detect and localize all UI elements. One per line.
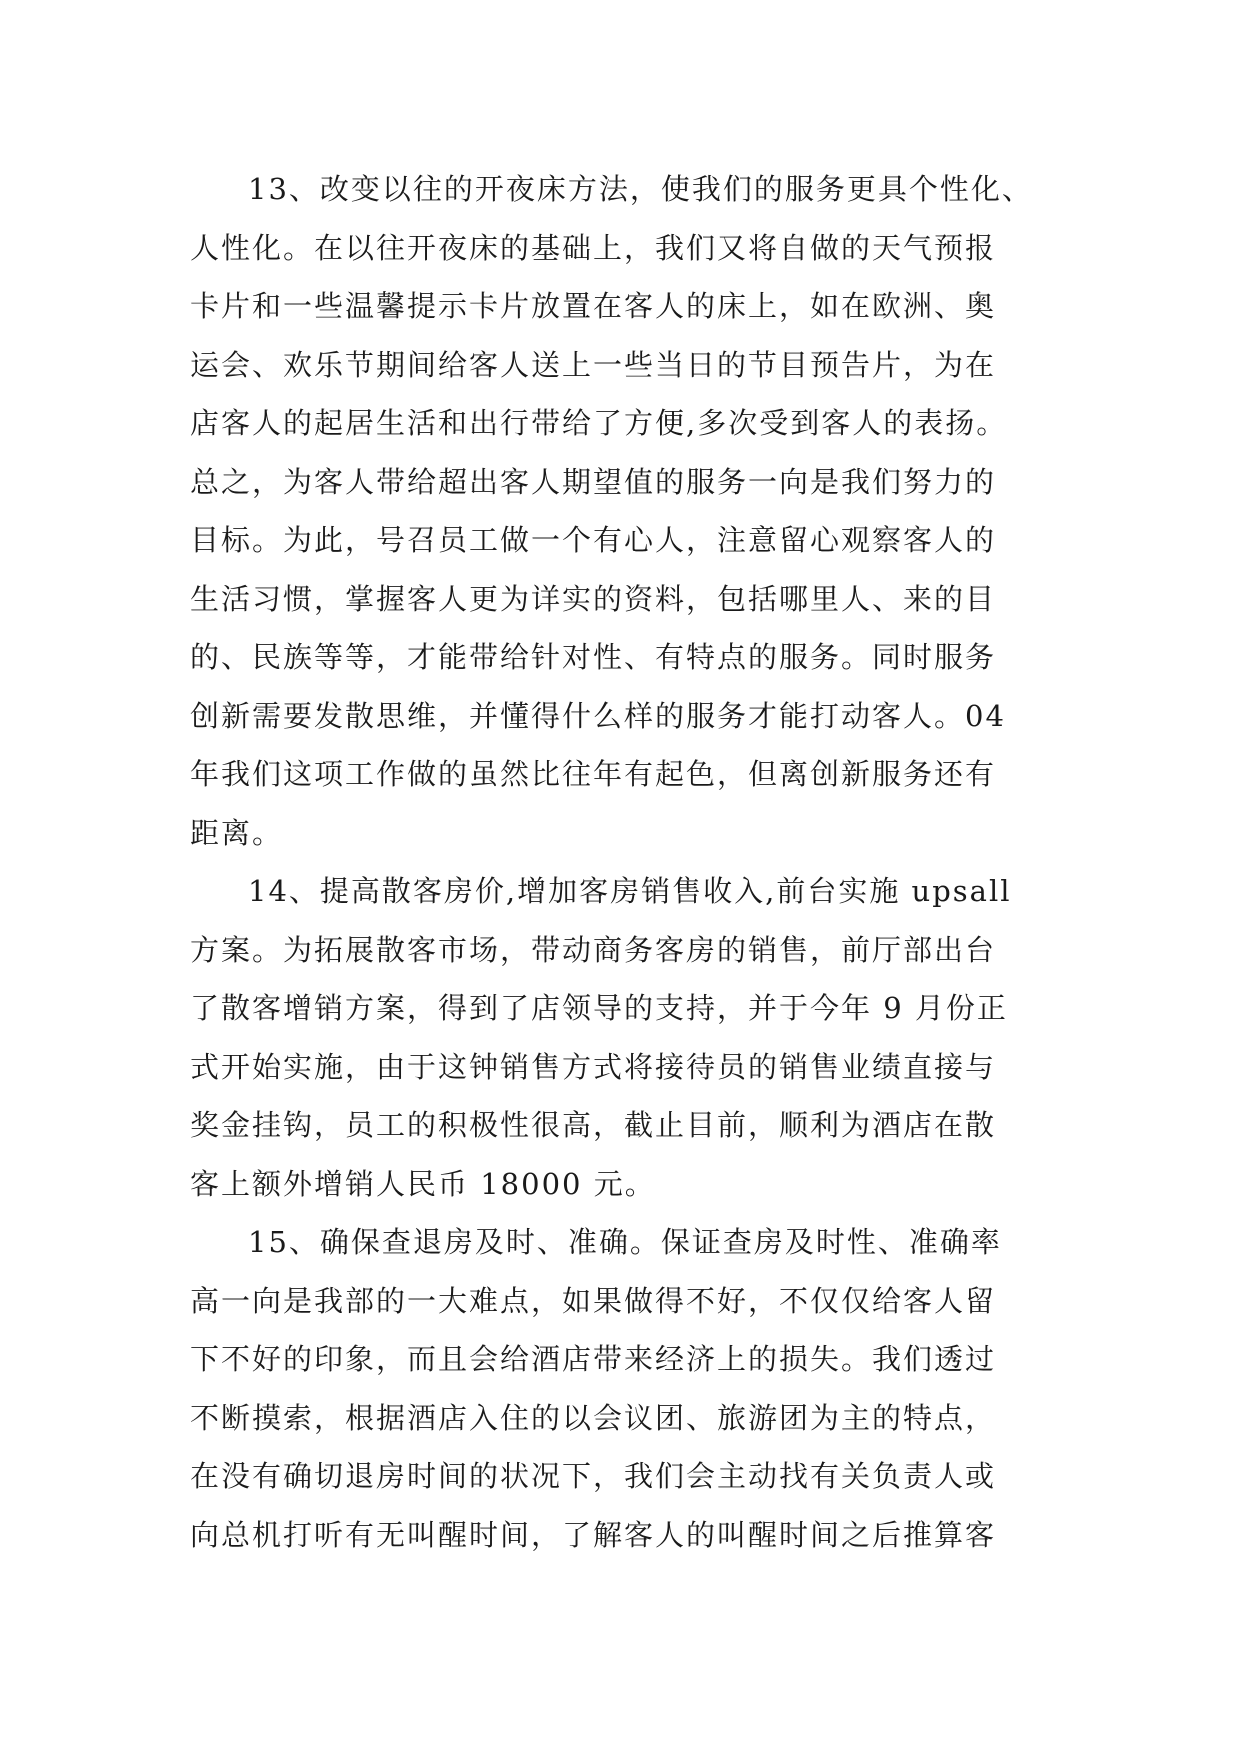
text-line: 式开始实施，由于这钟销售方式将接待员的销售业绩直接与 bbox=[190, 1049, 997, 1084]
body-text bbox=[190, 160, 1052, 1564]
text-line: 店客人的起居生活和出行带给了方便,多次受到客人的表扬。 bbox=[190, 406, 1008, 440]
text-line: 奖金挂钩，员工的积极性很高，截止目前，顺利为酒店在散 bbox=[190, 1108, 997, 1142]
text-line: 不断摸索，根据酒店入住的以会议团、旅游团为主的特点， bbox=[190, 1400, 997, 1435]
text-line: 方案。为拓展散客市场，带动商务客房的销售，前厅部出台 bbox=[190, 932, 997, 967]
text-line: 14、提高散客房价,增加客房销售收入,前台实施 upsall bbox=[248, 874, 1012, 908]
text-line: 年我们这项工作做的虽然比往年有起色，但离创新服务还有 bbox=[190, 757, 997, 791]
text-line: 创新需要发散思维，并懂得什么样的服务才能打动客人。04 bbox=[190, 698, 1006, 733]
paragraph-13 bbox=[190, 160, 1052, 862]
text-line: 总之，为客人带给超出客人期望值的服务一向是我们努力的 bbox=[190, 464, 997, 499]
text-line: 15、确保查退房及时、准确。保证查房及时性、准确率 bbox=[248, 1225, 1002, 1259]
text-line: 下不好的印象，而且会给酒店带来经济上的损失。我们透过 bbox=[190, 1342, 997, 1376]
text-line: 距离。 bbox=[190, 815, 284, 850]
text-line: 的、民族等等，才能带给针对性、有特点的服务。同时服务 bbox=[190, 640, 997, 674]
text-line: 在没有确切退房时间的状况下，我们会主动找有关负责人或 bbox=[190, 1459, 997, 1493]
text-line: 运会、欢乐节期间给客人送上一些当日的节目预告片，为在 bbox=[190, 347, 997, 382]
paragraph-14 bbox=[190, 862, 1052, 1213]
text-line: 生活习惯，掌握客人更为详实的资料，包括哪里人、来的目 bbox=[190, 581, 997, 616]
text-line: 目标。为此，号召员工做一个有心人，注意留心观察客人的 bbox=[190, 523, 997, 557]
text-line: 人性化。在以往开夜床的基础上，我们又将自做的天气预报 bbox=[190, 230, 997, 265]
text-line: 13、改变以往的开夜床方法，使我们的服务更具个性化、 bbox=[248, 172, 1033, 206]
text-line: 高一向是我部的一大难点，如果做得不好，不仅仅给客人留 bbox=[190, 1283, 997, 1318]
text-line: 了散客增销方案，得到了店领导的支持，并于今年 9 月份正 bbox=[190, 991, 1008, 1025]
paragraph-15 bbox=[190, 1213, 1052, 1564]
text-line: 卡片和一些温馨提示卡片放置在客人的床上，如在欧洲、奥 bbox=[190, 289, 997, 323]
text-line: 向总机打听有无叫醒时间，了解客人的叫醒时间之后推算客 bbox=[190, 1517, 997, 1552]
text-line: 客上额外增销人民币 18000 元。 bbox=[190, 1166, 656, 1201]
